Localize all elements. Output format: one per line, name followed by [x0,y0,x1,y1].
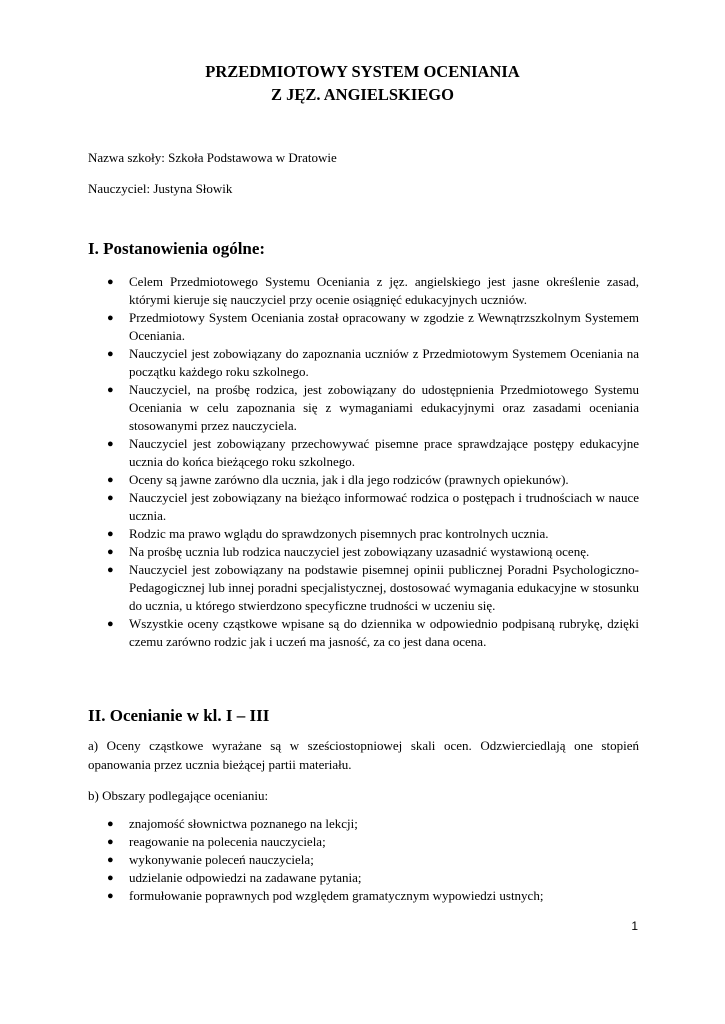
list-item-text: znajomość słownictwa poznanego na lekcji; [129,816,358,831]
list-item-text: Rodzic ma prawo wglądu do sprawdzonych pisemnych prac kontrolnych ucznia. [129,526,549,541]
list-item-text: Celem Przedmiotowego Systemu Oceniania z jęz. angielskiego jest jasne określenie zasad, którymi kieruje się nauczyciel przy ocenie osiągnięć edukacyjnych uczniów. [129,274,639,307]
page-number: 1 [631,919,638,933]
list-item [88,471,639,489]
list-item [88,381,639,435]
list-item [88,525,639,543]
section2-heading: II. Ocenianie w kl. I – III [88,706,270,725]
bullet-icon: ● [107,872,114,884]
list-item-text: Przedmiotowy System Oceniania został opracowany w zgodzie z Wewnątrzszkolnym Systemem Oceniania. [129,310,639,343]
list-item-text: Wszystkie oceny cząstkowe wpisane są do dziennika w odpowiednio podpisaną rubrykę, dzięki czemu zarówno rodzic jak i uczeń ma jasność, za co jest dana ocena. [129,616,639,649]
list-item-text: Nauczyciel jest zobowiązany na bieżąco informować rodzica o postępach i trudnościach w nauce ucznia. [129,490,639,523]
list-item [88,345,639,381]
list-item [88,833,639,851]
list-item [88,273,639,309]
list-item [88,561,639,615]
list-item [88,887,639,905]
list-item-text: Na prośbę ucznia lub rodzica nauczyciel jest zobowiązany uzasadnić wystawioną ocenę. [129,544,590,559]
list-item [88,435,639,471]
list-item [88,543,639,561]
list-item-text: Oceny są jawne zarówno dla ucznia, jak i dla jego rodziców (prawnych opiekunów). [129,472,569,487]
bullet-icon: ● [107,384,114,396]
section2-list [88,815,639,905]
list-item-text: Nauczyciel jest zobowiązany do zapoznania uczniów z Przedmiotowym Systemem Oceniania na początku każdego roku szkolnego. [129,346,639,379]
list-item [88,309,639,345]
bullet-icon: ● [107,890,114,902]
bullet-icon: ● [107,276,114,288]
list-item [88,869,639,887]
list-item-text: reagowanie na polecenia nauczyciela; [129,834,326,849]
list-item-text: Nauczyciel, na prośbę rodzica, jest zobowiązany do udostępnienia Przedmiotowego Systemu Oceniania w celu zapoznania się z wymaganiami edukacyjnymi oraz zasadami oceniania stosowanymi przez nauczyciela. [129,382,639,433]
school-name: Nazwa szkoły: Szkoła Podstawowa w Dratowie [88,150,337,165]
list-item [88,815,639,833]
section2-paragraph-b: b) Obszary podlegające ocenianiu: [88,788,269,803]
bullet-icon: ● [107,818,114,830]
list-item [88,489,639,525]
bullet-icon: ● [107,348,114,360]
document-title-line2: Z JĘZ. ANGIELSKIEGO [271,85,454,104]
bullet-icon: ● [107,492,114,504]
bullet-icon: ● [107,564,114,576]
list-item-text: formułowanie poprawnych pod względem gramatycznym wypowiedzi ustnych; [129,888,544,903]
list-item [88,851,639,869]
section1-heading: I. Postanowienia ogólne: [88,239,266,258]
list-item-text: Nauczyciel jest zobowiązany przechowywać pisemne prace sprawdzające postępy edukacyjne ucznia do końca bieżącego roku szkolnego. [129,436,639,469]
list-item-text: wykonywanie poleceń nauczyciela; [129,852,314,867]
list-item-text: udzielanie odpowiedzi na zadawane pytania; [129,870,362,885]
bullet-icon: ● [107,836,114,848]
bullet-icon: ● [107,474,114,486]
document-title-line1: PRZEDMIOTOWY SYSTEM OCENIANIA [205,62,520,81]
bullet-icon: ● [107,528,114,540]
bullet-icon: ● [107,546,114,558]
section2-paragraph-a: a) Oceny cząstkowe wyrażane są w sześciostopniowej skali ocen. Odzwierciedlają one stopień opanowania przez ucznia bieżącej partii materiału. [88,738,639,772]
bullet-icon: ● [107,854,114,866]
bullet-icon: ● [107,618,114,630]
list-item [88,615,639,651]
bullet-icon: ● [107,312,114,324]
section1-list [88,273,639,651]
bullet-icon: ● [107,438,114,450]
list-item-text: Nauczyciel jest zobowiązany na podstawie pisemnej opinii publicznej Poradni Psychologiczno- Pedagogicznej lub innej poradni specjalistycznej, dostosować wymagania edukacyjne w stosunku do ucznia, u którego stwierdzono specyficzne trudności w uczeniu się. [129,562,639,613]
teacher-name: Nauczyciel: Justyna Słowik [88,181,233,196]
